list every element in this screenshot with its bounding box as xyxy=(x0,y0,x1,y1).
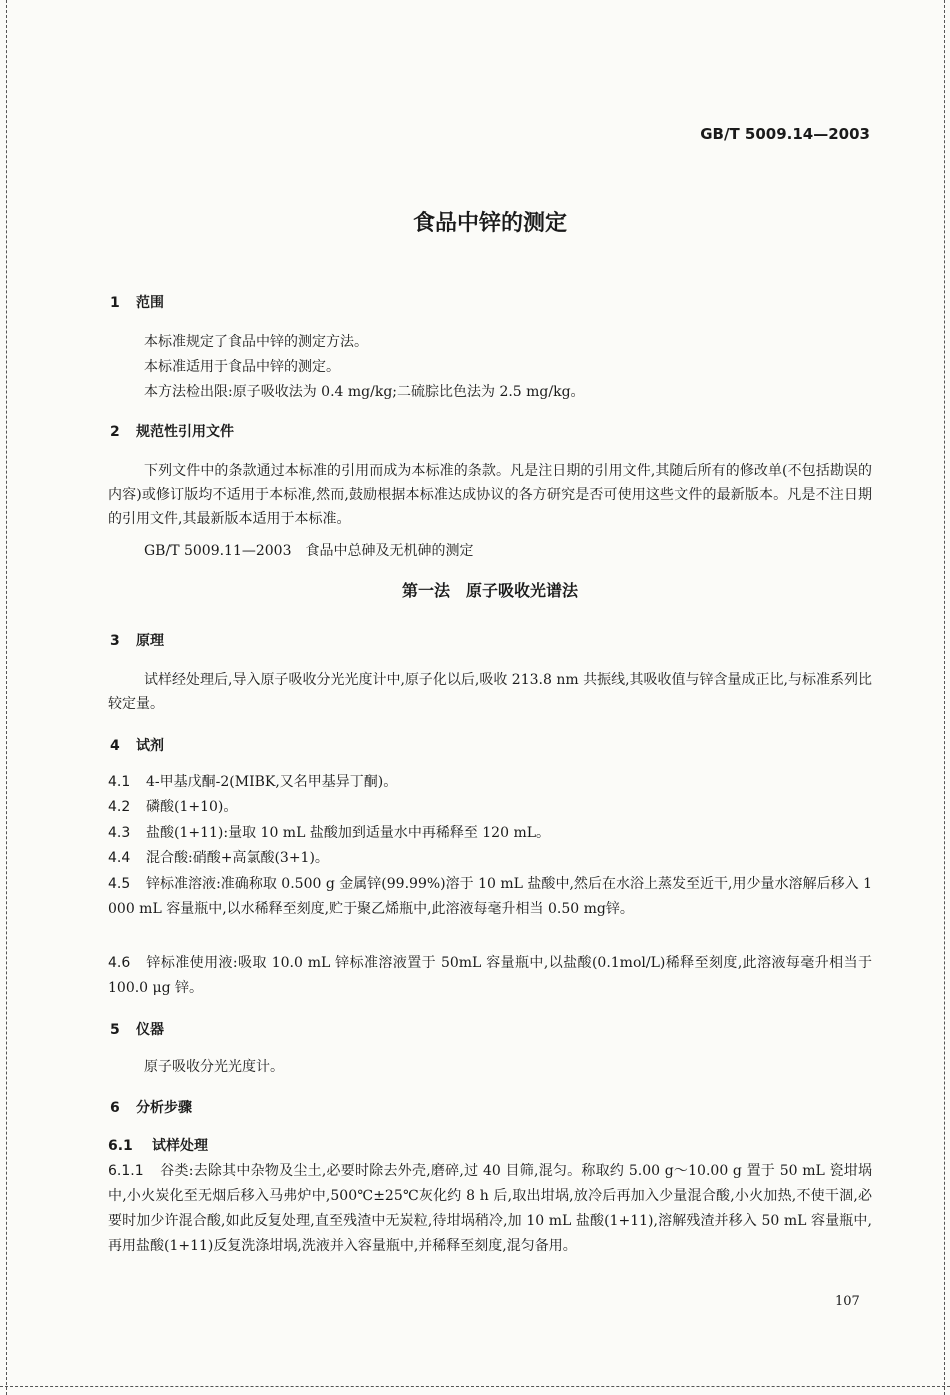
page-title: 食品中锌的测定 xyxy=(412,211,567,236)
item-text: 锌标准溶液:准确称取 0.500 g 金属锌(99.99%)溶于 10 mL 盐酸中,然后在水浴上蒸发至近干,用少量水溶解后移入 1 000 mL 容量瓶中,以水稀释至刻度,贮于聚乙烯瓶中,此溶液每毫升相当 0.50 mg锌。 xyxy=(108,876,872,917)
section-title: 仪器 xyxy=(136,1022,164,1038)
item-number: 4.5 xyxy=(108,876,131,892)
item-number: 4.4 xyxy=(108,850,131,866)
reagent-item xyxy=(108,795,872,820)
reagent-item xyxy=(108,821,872,846)
item-text: 混合酸:硝酸+高氯酸(3+1)。 xyxy=(146,850,329,866)
subsection-6-1-heading xyxy=(108,1135,208,1155)
section-title: 试剂 xyxy=(136,738,164,754)
principle-paragraph: 试样经处理后,导入原子吸收分光光度计中,原子化以后,吸收 213.8 nm 共振线,其吸收值与锌含量成正比,与标准系列比较定量。 xyxy=(108,672,872,712)
section-5-heading xyxy=(110,1019,164,1039)
section-2-heading xyxy=(110,421,234,441)
item-number: 6.1.1 xyxy=(108,1163,144,1179)
section-title: 原理 xyxy=(136,633,164,649)
standard-code: GB/T 5009.14—2003 xyxy=(700,125,870,143)
section-number: 6 xyxy=(110,1100,120,1116)
section-number: 4 xyxy=(110,738,120,754)
section-number: 1 xyxy=(110,295,120,311)
reagent-item xyxy=(108,872,872,922)
item-text: 盐酸(1+11):量取 10 mL 盐酸加到适量水中再稀释至 120 mL。 xyxy=(146,825,551,841)
item-number: 4.6 xyxy=(108,955,131,971)
section-title: 规范性引用文件 xyxy=(136,424,234,440)
section-title: 分析步骤 xyxy=(136,1100,192,1116)
item-text: 谷类:去除其中杂物及尘土,必要时除去外壳,磨碎,过 40 目筛,混匀。称取约 5.00 g～10.00 g 置于 50 mL 瓷坩埚中,小火炭化至无烟后移入马弗炉中,500℃±25℃灰化约 8 h 后,取出坩埚,放冷后再加入少量混合酸,小火加热,不使干涸,必要时加少许混合酸,如此反复处理,直至残渣中无炭粒,待坩埚稍冷,加 10 mL 盐酸(1+11),溶解残渣并移入 50 mL 容量瓶中,再用盐酸(1+11)反复洗涤坩埚,洗液并入容量瓶中,并稀释至刻度,混匀备用。 xyxy=(108,1163,872,1254)
item-text: 锌标准使用液:吸取 10.0 mL 锌标准溶液置于 50mL 容量瓶中,以盐酸(0.1mol/L)稀释至刻度,此溶液每毫升相当于 100.0 μg 锌。 xyxy=(108,955,872,996)
procedure-item xyxy=(108,1159,872,1259)
section-3-heading xyxy=(110,630,164,650)
reagent-item xyxy=(108,951,872,1001)
subsection-number: 6.1 xyxy=(108,1138,133,1154)
section-title: 范围 xyxy=(136,295,164,311)
section-number: 3 xyxy=(110,633,120,649)
scope-line-2: 本标准适用于食品中锌的测定。 xyxy=(144,359,340,375)
item-number: 4.1 xyxy=(108,774,131,790)
reference-item: GB/T 5009.11—2003 食品中总砷及无机砷的测定 xyxy=(144,543,474,559)
item-number: 4.3 xyxy=(108,825,131,841)
page-number: 107 xyxy=(835,1294,860,1309)
instrument-line: 原子吸收分光光度计。 xyxy=(144,1059,284,1075)
scope-line-3: 本方法检出限:原子吸收法为 0.4 mg/kg;二硫腙比色法为 2.5 mg/kg。 xyxy=(144,384,585,400)
item-text: 4-甲基戊酮-2(MIBK,又名甲基异丁酮)。 xyxy=(146,774,398,790)
references-paragraph: 下列文件中的条款通过本标准的引用而成为本标准的条款。凡是注日期的引用文件,其随后所有的修改单(不包括勘误的内容)或修订版均不适用于本标准,然而,鼓励根据本标准达成协议的各方研究是否可使用这些文件的最新版本。凡是不注日期的引用文件,其最新版本适用于本标准。 xyxy=(108,463,872,527)
section-6-heading xyxy=(110,1097,192,1117)
method-heading: 第一法 原子吸收光谱法 xyxy=(401,581,578,600)
section-number: 2 xyxy=(110,424,120,440)
reagent-item xyxy=(108,846,872,871)
item-number: 4.2 xyxy=(108,799,131,815)
page-edge-bottom xyxy=(0,1386,950,1387)
section-4-heading xyxy=(110,735,164,755)
section-1-heading xyxy=(110,292,164,312)
subsection-title: 试样处理 xyxy=(152,1138,208,1154)
section-number: 5 xyxy=(110,1022,120,1038)
scope-line-1: 本标准规定了食品中锌的测定方法。 xyxy=(144,334,368,350)
reagent-item xyxy=(108,770,872,795)
item-text: 磷酸(1+10)。 xyxy=(146,799,238,815)
